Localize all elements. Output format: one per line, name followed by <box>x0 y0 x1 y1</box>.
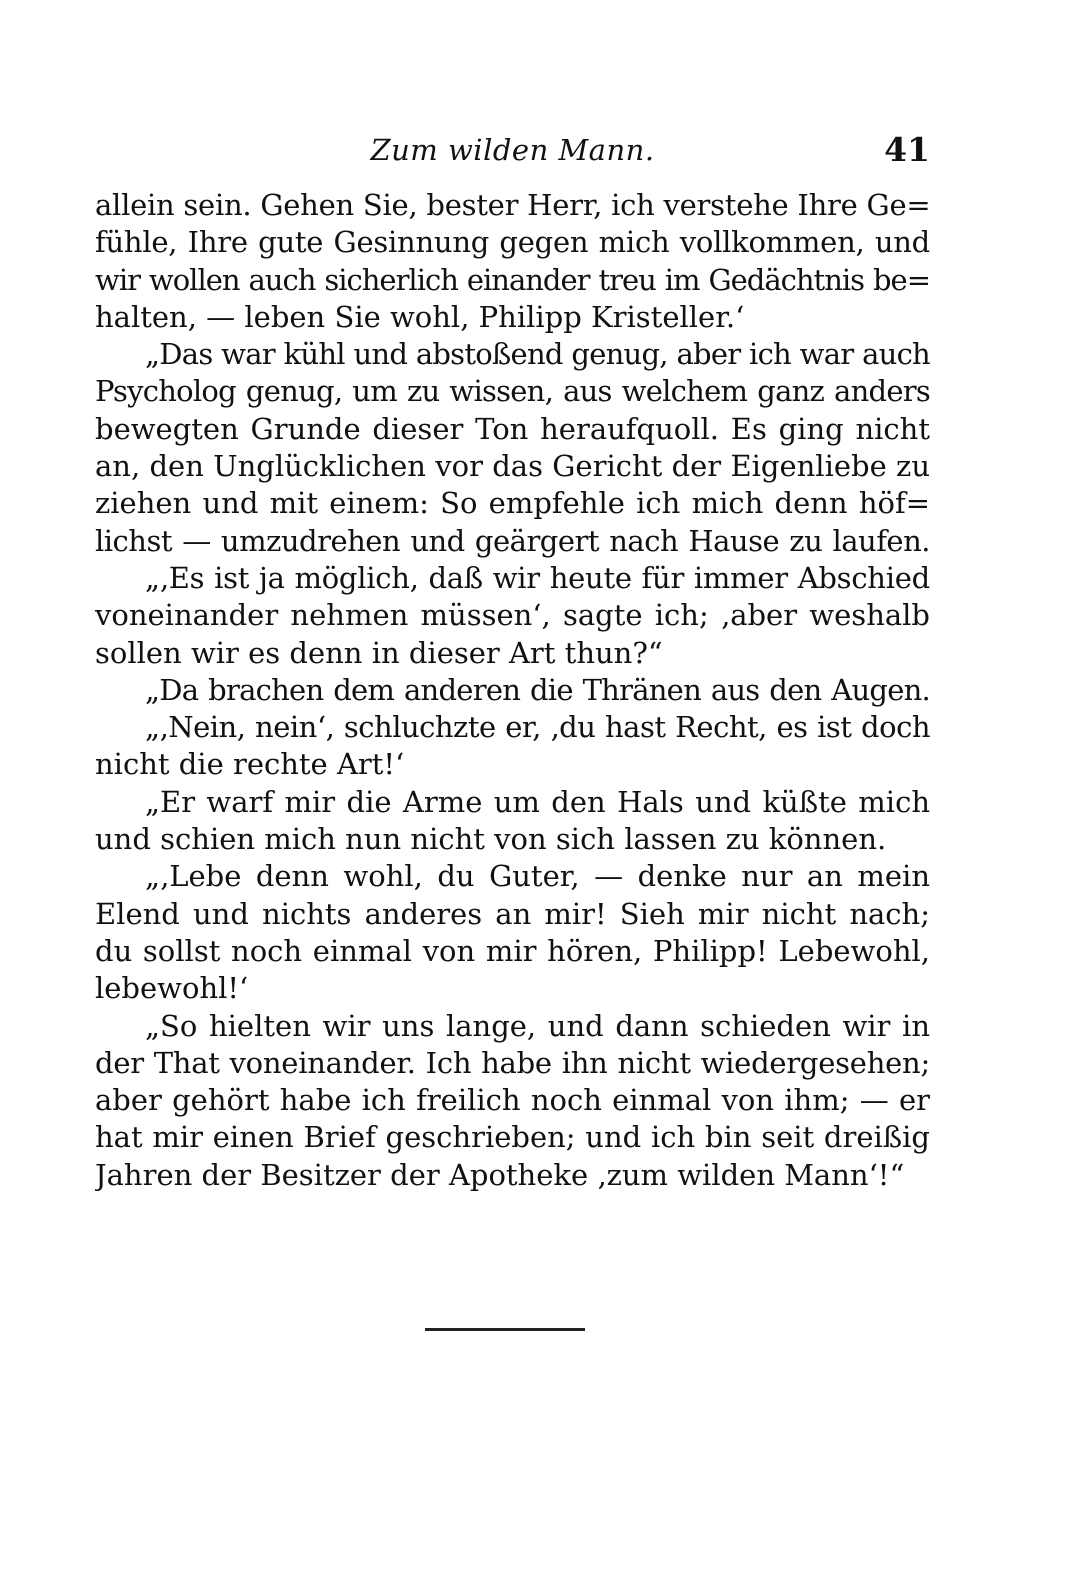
text-line: „Das war kühl und abstoßend genug, aber ich war auch <box>145 337 930 372</box>
text-line: du sollst noch einmal von mir hören, Philipp! Lebewohl, <box>95 933 930 968</box>
text-line: „‚Lebe denn wohl, du Guter, — denke nur an mein <box>145 859 930 894</box>
text-line: nicht die rechte Art!‘ <box>95 747 405 782</box>
text-line: lichst — umzudrehen und geärgert nach Hause zu laufen. <box>95 523 930 558</box>
body-text <box>95 187 930 1194</box>
text-line: aber gehört habe ich freilich noch einmal von ihm; — er <box>95 1083 930 1118</box>
text-line: halten, — leben Sie wohl, Philipp Kristeller.‘ <box>95 299 745 334</box>
text-line: Psycholog genug, um zu wissen, aus welchem ganz anders <box>95 374 930 409</box>
text-line: allein sein. Gehen Sie, bester Herr, ich verstehe Ihre Ge= <box>95 188 930 222</box>
text-line: Elend und nichts anderes an mir! Sieh mir nicht nach; <box>95 896 930 931</box>
text-line: Jahren der Besitzer der Apotheke ‚zum wilden Mann‘!“ <box>95 1157 905 1192</box>
text-line: bewegten Grunde dieser Ton heraufquoll. Es ging nicht <box>95 411 930 446</box>
text-line: der That voneinander. Ich habe ihn nicht wiedergesehen; <box>95 1045 930 1080</box>
page-header <box>95 128 930 172</box>
text-line: „Da brachen dem anderen die Thränen aus den Augen. <box>145 672 930 707</box>
text-line: sollen wir es denn in dieser Art thun?“ <box>95 635 663 670</box>
running-title: Zum wilden Mann. <box>370 133 655 167</box>
text-line: „So hielten wir uns lange, und dann schieden wir in <box>145 1008 930 1043</box>
text-line: hat mir einen Brief geschrieben; und ich bin seit dreißig <box>95 1120 930 1155</box>
page-number: 41 <box>884 130 930 169</box>
text-line: wir wollen auch sicherlich einander treu im Gedächtnis be= <box>95 262 930 297</box>
text-line: „‚Es ist ja möglich, daß wir heute für immer Abschied <box>145 560 930 595</box>
text-line: „‚Nein, nein‘, schluchzte er, ‚du hast Recht, es ist doch <box>145 710 930 745</box>
text-line: ziehen und mit einem: So empfehle ich mich denn höf= <box>95 486 930 521</box>
text-line: lebewohl!‘ <box>95 971 249 1006</box>
text-line: „Er warf mir die Arme um den Hals und küßte mich <box>145 784 930 819</box>
end-rule <box>425 1328 585 1331</box>
text-line: an, den Unglücklichen vor das Gericht der Eigenliebe zu <box>95 449 930 484</box>
text-line: fühle, Ihre gute Gesinnung gegen mich vollkommen, und <box>95 225 930 260</box>
text-line: voneinander nehmen müssen‘, sagte ich; ‚aber weshalb <box>95 598 930 633</box>
text-line: und schien mich nun nicht von sich lassen zu können. <box>95 822 887 857</box>
